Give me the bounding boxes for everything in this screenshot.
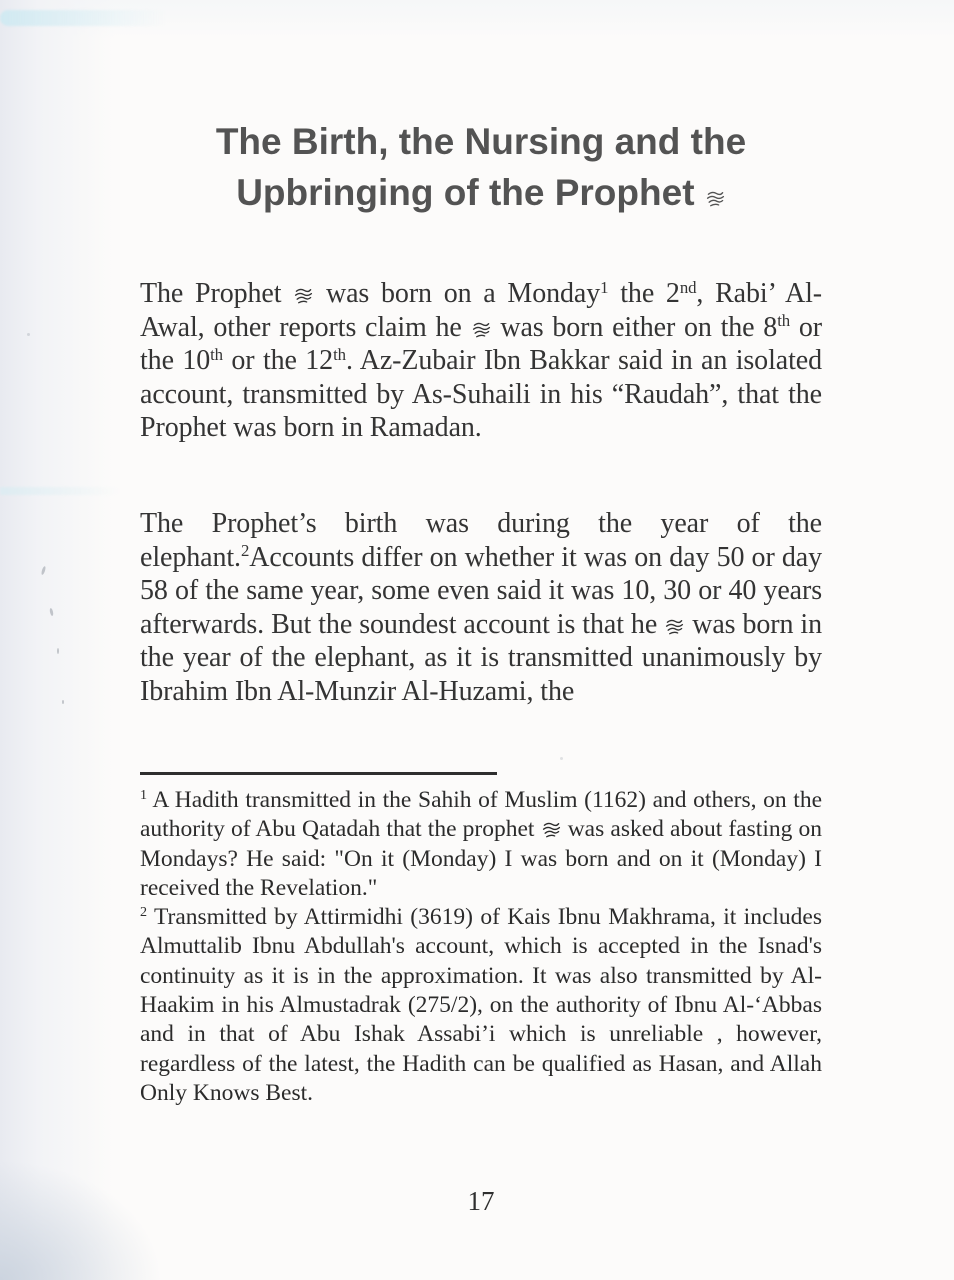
scan-artifact-top-streak [0, 10, 185, 26]
scan-speck [62, 700, 64, 704]
footnote-marker: 2 [140, 904, 148, 921]
footnote-marker: th [333, 344, 346, 364]
page-number: 17 [467, 1186, 495, 1216]
footnote-marker: th [777, 311, 791, 331]
chapter-title-line-2: Upbringing of the Prophet [140, 167, 822, 218]
footnote-2: $^2$ Transmitted by Attirmidhi (3619) of Kais Ibnu Makhrama, it includes Almuttalib Ibnu Abdullah's account, which is accepted in the Isnad's continuity as it is in the approximation. It was also transmitted by Al-Haakim in his Almustadrak (275/2), on the authority of Ibnu Al-‘Abbas and in that of Abu Ishak Assabi’i which is unreliable , however, regardless of the latest, the Hadith can be qualified as Hasan, and Allah Only Knows Best. [140, 904, 822, 1106]
footnote-separator-rule [140, 772, 497, 775]
footnote-marker: 2 [240, 541, 250, 561]
scan-speck [41, 566, 47, 575]
pbuh-honorific-icon [294, 278, 313, 312]
chapter-title [140, 116, 822, 218]
scan-speck [560, 757, 563, 760]
pbuh-honorific-icon [472, 312, 491, 346]
scan-speck [49, 608, 54, 616]
footnote-marker: nd [679, 277, 697, 297]
scan-artifact-mid-streak [0, 487, 135, 495]
pbuh-honorific-icon [542, 816, 561, 845]
paragraph-birth-date: The Prophet was born on a Monday$^1$ the 2nd, Rabi’ Al-Awal, other reports claim he was born either on the 8th or the 10th or the 12th. Az-Zubair Ibn Bakkar said in an isolated account, transmitted by As-Suhaili in his “Raudah”, that the Prophet was born in Ramadan. [140, 277, 822, 443]
scan-speck [57, 648, 59, 654]
footnote-marker: th [210, 344, 223, 364]
pbuh-honorific-icon [665, 609, 684, 643]
footnotes-section [140, 786, 822, 1108]
footnote-marker: 1 [600, 277, 609, 297]
paragraph-year-of-elephant: The Prophet’s birth was during the year of the elephant.$^2$Accounts differ on whether it was on day 50 or day 58 of the same year, some even said it was 10, 30 or 40 years afterwards. But the soundest account is that he was born in the year of the elephant, as it is transmitted unanimously by Ibrahim Ibn Al-Munzir Al-Huzami, the [140, 508, 822, 707]
footnote-1: $^1$ A Hadith transmitted in the Sahih of Muslim (1162) and others, on the authority of Abu Qatadah that the prophet was asked about fasting on Mondays? He said: "On it (Monday) I was born and on it (Monday) I received the Revelation." [140, 787, 822, 901]
footnote-marker: 1 [140, 787, 148, 804]
chapter-title-line-1: The Birth, the Nursing and the [215, 121, 747, 162]
scan-speck [27, 333, 30, 336]
pbuh-honorific-icon [706, 168, 725, 219]
